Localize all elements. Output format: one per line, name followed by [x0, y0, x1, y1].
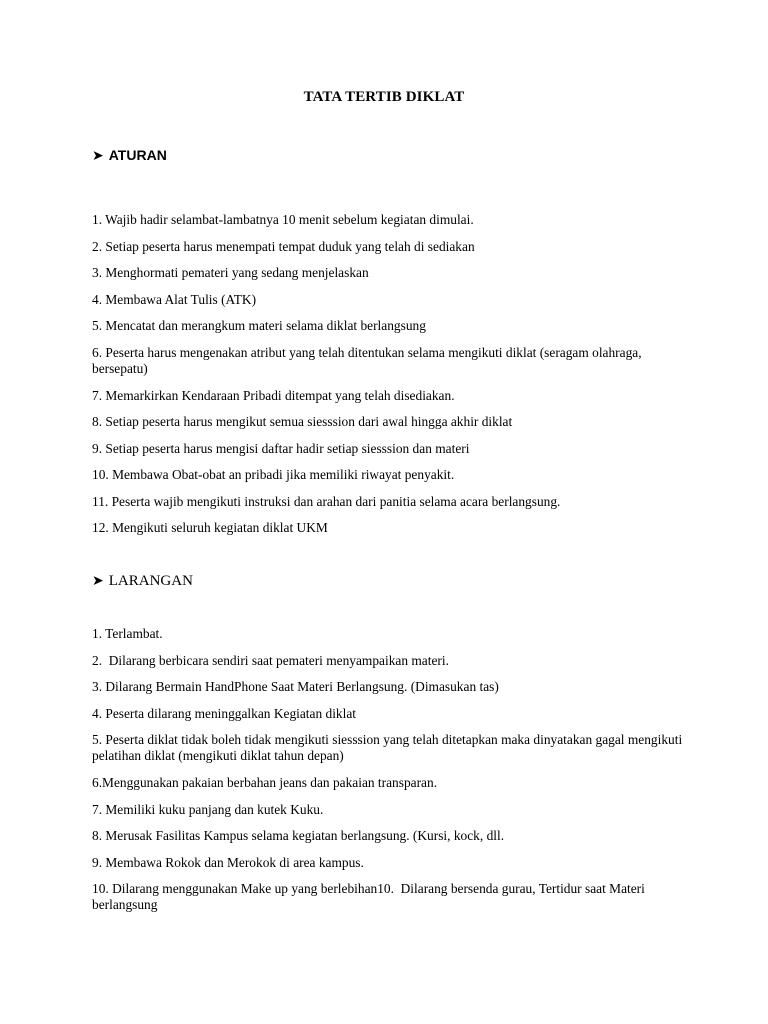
section-heading-larangan [92, 572, 193, 590]
list-item: 7. Memiliki kuku panjang dan kutek Kuku. [92, 801, 324, 817]
list-item: 12. Mengikuti seluruh kegiatan diklat UKM [92, 520, 328, 535]
list-item: 5. Peserta diklat tidak boleh tidak mengikuti siesssion yang telah ditetapkan maka dinyatakan gagal mengikuti pelatihan diklat (mengikuti diklat tahun depan) [92, 732, 686, 763]
list-item: 6.Menggunakan pakaian berbahan jeans dan pakaian transparan. [92, 775, 438, 790]
arrow-right-icon: ➤ [92, 148, 104, 164]
section-heading-aturan [92, 146, 167, 165]
list-item: 1. Wajib hadir selambat-lambatnya 10 menit sebelum kegiatan dimulai. [92, 212, 474, 227]
list-item: 8. Setiap peserta harus mengikut semua siesssion dari awal hingga akhir diklat [92, 414, 513, 429]
list-item: 2. Dilarang berbicara sendiri saat pemateri menyampaikan materi. [92, 652, 449, 668]
list-item: 6. Peserta harus mengenakan atribut yang telah ditentukan selama mengikuti diklat (seragam olahraga, bersepatu) [92, 344, 645, 376]
list-item: 8. Merusak Fasilitas Kampus selama kegiatan berlangsung. (Kursi, kock, dll. [92, 828, 505, 843]
list-item: 11. Peserta wajib mengikuti instruksi dan arahan dari panitia selama acara berlangsung. [92, 493, 561, 509]
list-item: 2. Setiap peserta harus menempati tempat duduk yang telah di sediakan [92, 238, 475, 254]
list-item: 3. Menghormati pemateri yang sedang menjelaskan [92, 265, 369, 280]
list-item: 4. Peserta dilarang meninggalkan Kegiatan diklat [92, 705, 357, 721]
document-title: TATA TERTIB DIKLAT [303, 89, 465, 105]
list-item: 7. Memarkirkan Kendaraan Pribadi ditempat yang telah disediakan. [92, 387, 455, 403]
list-item: 4. Membawa Alat Tulis (ATK) [92, 291, 257, 307]
section-heading-label: LARANGAN [108, 573, 193, 589]
list-item: 5. Mencatat dan merangkum materi selama diklat berlangsung [92, 318, 426, 333]
list-item: 10. Membawa Obat-obat an pribadi jika memiliki riwayat penyakit. [92, 467, 455, 482]
arrow-right-icon: ➤ [92, 573, 104, 589]
list-item: 10. Dilarang menggunakan Make up yang berlebihan10. Dilarang bersenda gurau, Tertidur saat Materi berlangsung [92, 881, 649, 912]
list-item: 9. Setiap peserta harus mengisi daftar hadir setiap siesssion dan materi [92, 440, 470, 456]
larangan-list [92, 626, 692, 913]
aturan-list [92, 212, 692, 536]
list-item: 1. Terlambat. [92, 626, 163, 641]
section-heading-label: ATURAN [108, 147, 167, 163]
list-item: 9. Membawa Rokok dan Merokok di area kampus. [92, 854, 364, 870]
list-item: 3. Dilarang Bermain HandPhone Saat Materi Berlangsung. (Dimasukan tas) [92, 679, 499, 694]
